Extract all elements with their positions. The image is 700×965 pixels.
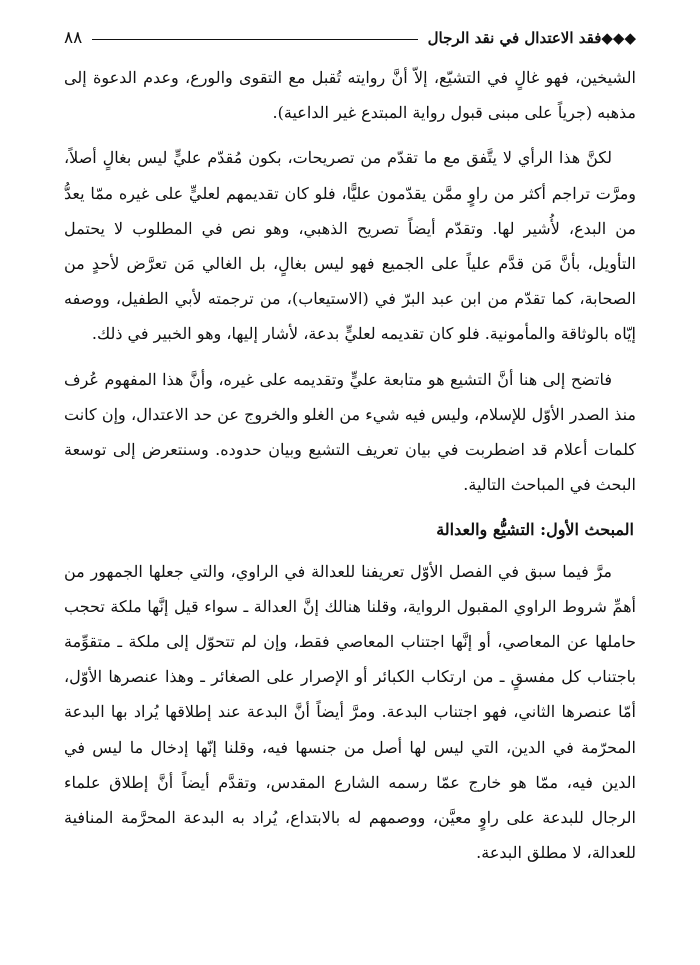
paragraph-2: لكنَّ هذا الرأي لا يتَّفق مع ما تقدّم من تصريحات، بكون مُقدّم عليٍّ ليس بغالٍ أصلاً، ومرَّت تراجم أكثر من راوٍ ممَّن يقدّمون عليًّا، فلو كان تقديمهم لعليٍّ على غيره ممّا يعدُّ من البدع، لأُشير لها. وتقدّم أيضاً تصريح الذهبي، وهو نص في المطلوب لا يحتمل التأويل، بأنَّ مَن قدَّم علياً على الجميع فهو ليس بغالٍ، بل الغالي مَن تعرَّض لأحدٍ من الصحابة، كما تقدّم من ابن عبد البرّ في (الاستيعاب)، من ترجمته لأبي الطفيل، ووصفه إيّاه بالوثاقة والمأمونية. فلو كان تقديمه لعليٍّ بدعة، لأشار إليها، وهو الخبير في ذلك. <box>64 148 636 344</box>
paragraph-4: مرَّ فيما سبق في الفصل الأوّل تعريفنا للعدالة في الراوي، والتي جعلها الجمهور من أهمِّ شروط الراوي المقبول الرواية، وقلنا هنالك إنَّ العدالة ـ سواء قيل إنَّها ملكة تحجب حاملها عن المعاصي، أو إنَّها اجتناب المعاصي فقط، وإن لم تتحوّل إلى ملكة ـ متقوِّمة باجتناب كل مفسقٍ ـ من ارتكاب الكبائر أو الإصرار على الصغائر ـ وهذا عنصرها الأوّل، أمّا عنصرها الثاني، فهو اجتناب البدعة. ومرَّ أيضاً أنَّ البدعة عند إطلاقها يُراد بها البدعة المحرّمة في الدين، التي ليس لها أصل من جنسها فيه، وقلنا إنّها إدخال ما ليس في الدين فيه، ممّا هو خارج عمّا رسمه الشارع المقدس، وتقدَّم أيضاً أنَّ إطلاق علماء الرجال للبدعة على راوٍ معيَّن، ووصمهم له بالابتداع، يُراد به البدعة المحرَّمة المنافية للعدالة، لا مطلق البدعة. <box>64 561 637 863</box>
header-rule <box>92 39 417 40</box>
page-number: ٨٨ <box>64 28 83 48</box>
paragraph-3: فاتضح إلى هنا أنَّ التشيع هو متابعة عليٍّ وتقديمه على غيره، وأنَّ هذا المفهوم عُرف منذ الصدر الأوّل للإسلام، وليس فيه شيء من الغلو والخروج عن حد الاعتدال، وإن كانت كلمات أعلام قد اضطربت في بيان تعريف التشيع وبيان حدوده. وسنتعرض إلى توسعة البحث في المباحث التالية. <box>64 369 636 495</box>
paragraph-1: الشيخين، فهو غالٍ في التشيّع، إلاّ أنَّ روايته تُقبل مع التقوى والورع، وعدم الدعوة إلى مذهبه (جرياً على مبنى قبول رواية المبتدع غير الداعية). <box>64 68 636 123</box>
running-header <box>64 24 636 52</box>
section-heading: المبحث الأول: التشيُّع والعدالة <box>436 520 634 540</box>
header-title: ◆◆◆فقد الاعتدال في نقد الرجال <box>427 29 636 47</box>
